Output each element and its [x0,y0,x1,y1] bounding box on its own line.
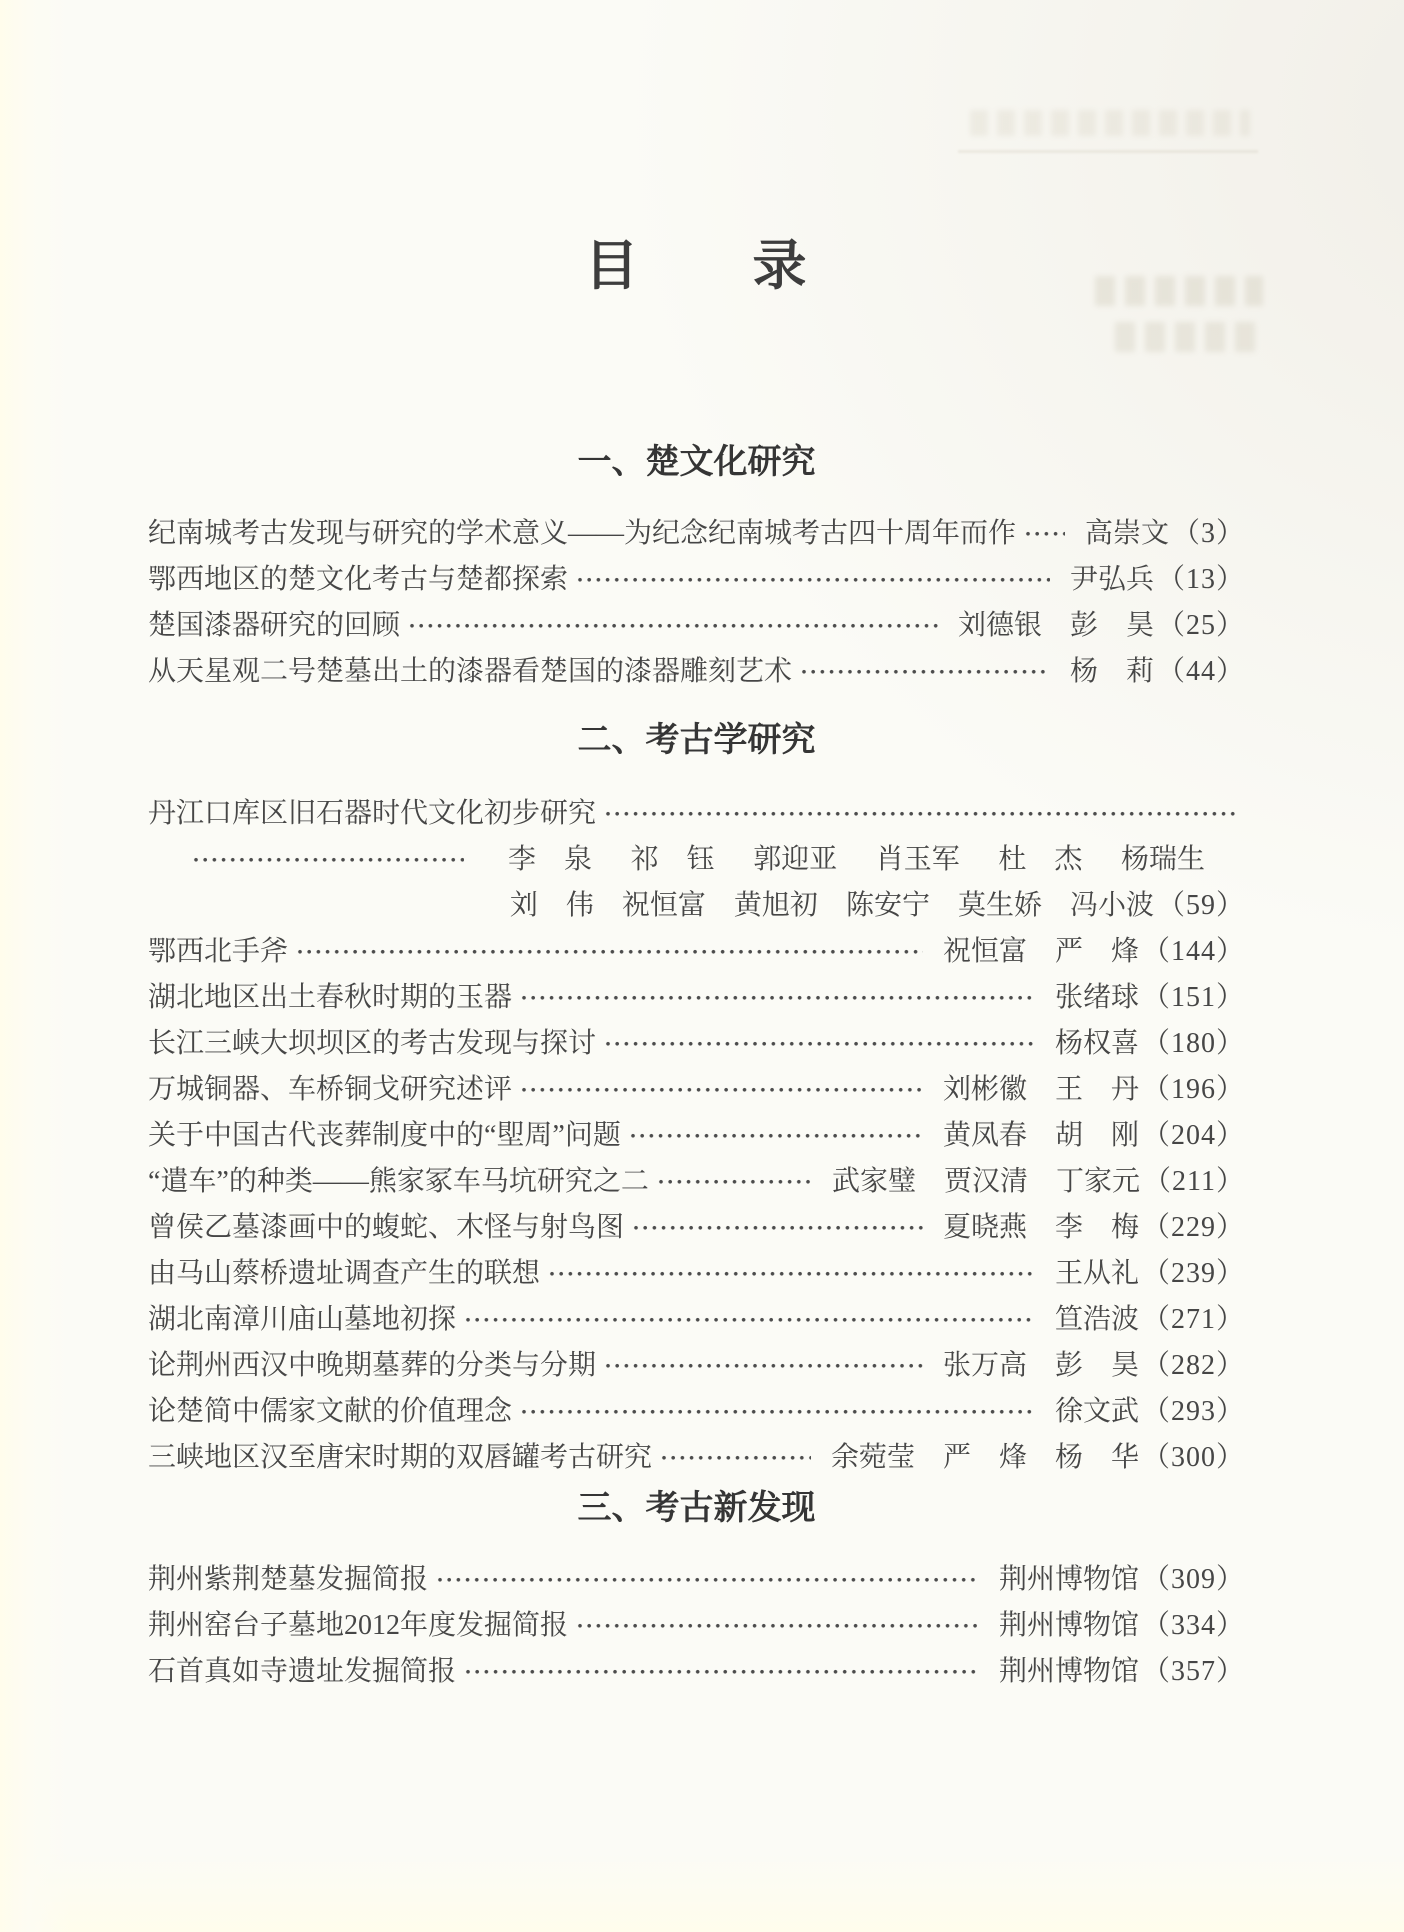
author-name: 祝恒富 [942,936,1027,967]
entry-title: 三峡地区汉至唐宋时期的双唇罐考古研究 [148,1442,653,1473]
author-name: 杨 华 [1054,1442,1139,1473]
author-name: 荆州博物馆 [998,1564,1139,1595]
entry-authors [1055,1297,1139,1337]
author-name: 夏晓燕 [942,1212,1027,1243]
entry-page: （144） [1141,936,1245,967]
dot-leader [464,1646,979,1692]
toc-content [148,0,1245,1692]
toc-entry [148,600,1245,646]
entry-authors [1055,1389,1139,1429]
dot-leader [632,1202,923,1248]
author-name: 张绪球 [1054,982,1139,1013]
entry-title: 论荆州西汉中晚期墓葬的分类与分期 [148,1350,597,1381]
entry-page: （151） [1141,982,1245,1013]
toc-entry [148,1432,1245,1478]
toc-sections [148,442,1245,1692]
author-name: 肖玉军 [875,844,960,875]
entry-title: 万城铜器、车桥铜戈研究述评 [148,1074,513,1105]
author-name: 王从礼 [1054,1258,1139,1289]
author-name: 李 梅 [1054,1212,1139,1243]
page-title: 目 录 [584,236,809,296]
entry-authors [1085,511,1169,551]
author-name: 尹弘兵 [1069,564,1154,595]
author-name: 笪浩波 [1054,1304,1139,1335]
entry-authors [943,1067,1139,1107]
toc-entry [148,554,1245,600]
author-name: 刘 伟 [509,890,594,921]
dot-leader [520,1386,1035,1432]
toc-entry [148,1294,1245,1340]
author-name: 彭 昊 [1054,1350,1139,1381]
author-name: 黄凤春 [942,1120,1027,1151]
entry-title: 曾侯乙墓漆画中的蝮蛇、木怪与射鸟图 [148,1212,625,1243]
author-name: 莫生娇 [957,890,1042,921]
entry-authors [1055,1251,1139,1291]
author-name: 贾汉清 [944,1166,1029,1197]
entry-title: 鄂西地区的楚文化考古与楚都探索 [148,564,569,595]
entry-page: （239） [1141,1258,1245,1289]
author-name: 张万高 [942,1350,1027,1381]
entry-authors [831,1435,1139,1475]
entry-page: （59） [1156,890,1245,921]
toc-entry [148,834,1245,880]
entry-page: （300） [1141,1442,1245,1473]
toc-entry [148,1248,1245,1294]
author-name: 荆州博物馆 [998,1656,1139,1687]
entry-title: 楚国漆器研究的回顾 [148,610,401,641]
author-name: 杨权喜 [1054,1028,1139,1059]
toc-entry [148,926,1245,972]
entry-page: （309） [1141,1564,1245,1595]
entry-authors [832,1159,1140,1199]
entry-authors [510,883,1154,923]
section-heading: 二、考古学研究 [577,721,816,759]
author-name: 杜 杰 [998,844,1083,875]
toc-entry [148,1554,1245,1600]
toc-entry [148,1064,1245,1110]
author-name: 胡 刚 [1054,1120,1139,1151]
dot-leader [660,1432,811,1478]
author-name: 李 泉 [508,844,593,875]
entry-page: （3） [1171,518,1245,549]
entry-authors [943,1205,1139,1245]
entry-authors [1055,1021,1139,1061]
entry-authors [943,1113,1139,1153]
toc-entry [148,508,1245,554]
author-name: 荆州博物馆 [998,1610,1139,1641]
dot-leader [520,972,1035,1018]
toc-entry [148,880,1245,926]
entry-title: 长江三峡大坝坝区的考古发现与探讨 [148,1028,597,1059]
author-name: 祁 钰 [630,844,715,875]
toc-entry [148,1646,1245,1692]
author-name: 徐文武 [1054,1396,1139,1427]
dot-leader [408,600,938,646]
entry-authors [958,603,1154,643]
toc-entry [148,1018,1245,1064]
author-name: 严 烽 [1054,936,1139,967]
entry-authors [943,929,1139,969]
dot-leader [464,1294,1035,1340]
entry-title: “遣车”的种类——熊家冢车马坑研究之二 [148,1166,649,1197]
entry-page: （25） [1156,610,1245,641]
entry-title: 论楚简中儒家文献的价值理念 [148,1396,513,1427]
dot-leader [576,554,1050,600]
dot-leader [576,1600,979,1646]
entry-page: （357） [1141,1656,1245,1687]
author-name: 杨瑞生 [1120,844,1205,875]
entry-authors [1055,975,1139,1015]
dot-leader [604,1340,923,1386]
section-heading: 一、楚文化研究 [577,443,816,481]
author-name: 冯小波 [1069,890,1154,921]
section-entries [148,1554,1245,1692]
dot-leader [192,834,464,880]
entry-page: （196） [1141,1074,1245,1105]
author-name: 余菀莹 [830,1442,915,1473]
toc-entry [148,788,1245,834]
entry-authors [943,1343,1139,1383]
entry-authors [1070,649,1154,689]
author-name: 刘德银 [957,610,1042,641]
author-name: 刘彬徽 [942,1074,1027,1105]
entry-authors [999,1603,1139,1643]
author-name: 郭迎亚 [753,844,838,875]
dot-leader [436,1554,979,1600]
entry-title: 丹江口库区旧石器时代文化初步研究 [148,798,597,829]
entry-page: （293） [1141,1396,1245,1427]
entry-page: （44） [1156,656,1245,687]
author-name: 严 烽 [942,1442,1027,1473]
author-name: 王 丹 [1054,1074,1139,1105]
section-heading: 三、考古新发现 [577,1489,816,1527]
dot-leader [604,1018,1035,1064]
entry-page: （271） [1141,1304,1245,1335]
entry-page: （180） [1141,1028,1245,1059]
entry-page: （334） [1141,1610,1245,1641]
section-entries [148,788,1245,1478]
entry-title: 由马山蔡桥遗址调查产生的联想 [148,1258,541,1289]
entry-page: （204） [1141,1120,1245,1151]
entry-title: 荆州紫荆楚墓发掘简报 [148,1564,429,1595]
toc-entry [148,1110,1245,1156]
toc-entry [148,646,1245,692]
entry-page: （229） [1141,1212,1245,1243]
author-name: 彭 昊 [1069,610,1154,641]
entry-page: （282） [1141,1350,1245,1381]
toc-entry [148,1600,1245,1646]
author-name: 杨 莉 [1069,656,1154,687]
dot-leader [1024,508,1065,554]
toc-entry [148,1156,1245,1202]
dot-leader [629,1110,923,1156]
author-name: 陈安宁 [845,890,930,921]
entry-title: 湖北地区出土春秋时期的玉器 [148,982,513,1013]
entry-title: 石首真如寺遗址发掘简报 [148,1656,457,1687]
toc-entry [148,1386,1245,1432]
entry-authors [508,837,1245,877]
entry-title: 荆州窑台子墓地2012年度发掘简报 [148,1610,569,1641]
section-entries [148,508,1245,692]
author-name: 丁家元 [1056,1166,1141,1197]
entry-authors [1070,557,1154,597]
author-name: 祝恒富 [621,890,706,921]
dot-leader [548,1248,1035,1294]
entry-title: 鄂西北手斧 [148,936,289,967]
entry-page: （211） [1143,1166,1245,1197]
author-name: 武家璧 [831,1166,916,1197]
entry-title: 从天星观二号楚墓出土的漆器看楚国的漆器雕刻艺术 [148,656,793,687]
entry-page: （13） [1156,564,1245,595]
entry-title: 纪南城考古发现与研究的学术意义——为纪念纪南城考古四十周年而作 [148,518,1017,549]
entry-title: 湖北南漳川庙山墓地初探 [148,1304,457,1335]
dot-leader [520,1064,923,1110]
author-name: 高崇文 [1084,518,1169,549]
toc-entry [148,1202,1245,1248]
dot-leader [800,646,1050,692]
dot-leader [296,926,923,972]
author-name: 黄旭初 [733,890,818,921]
entry-authors [999,1557,1139,1597]
entry-title: 关于中国古代丧葬制度中的“堲周”问题 [148,1120,621,1151]
dot-leader [604,788,1235,834]
dot-leader [657,1156,812,1202]
toc-entry [148,1340,1245,1386]
toc-entry [148,972,1245,1018]
entry-authors [999,1649,1139,1689]
